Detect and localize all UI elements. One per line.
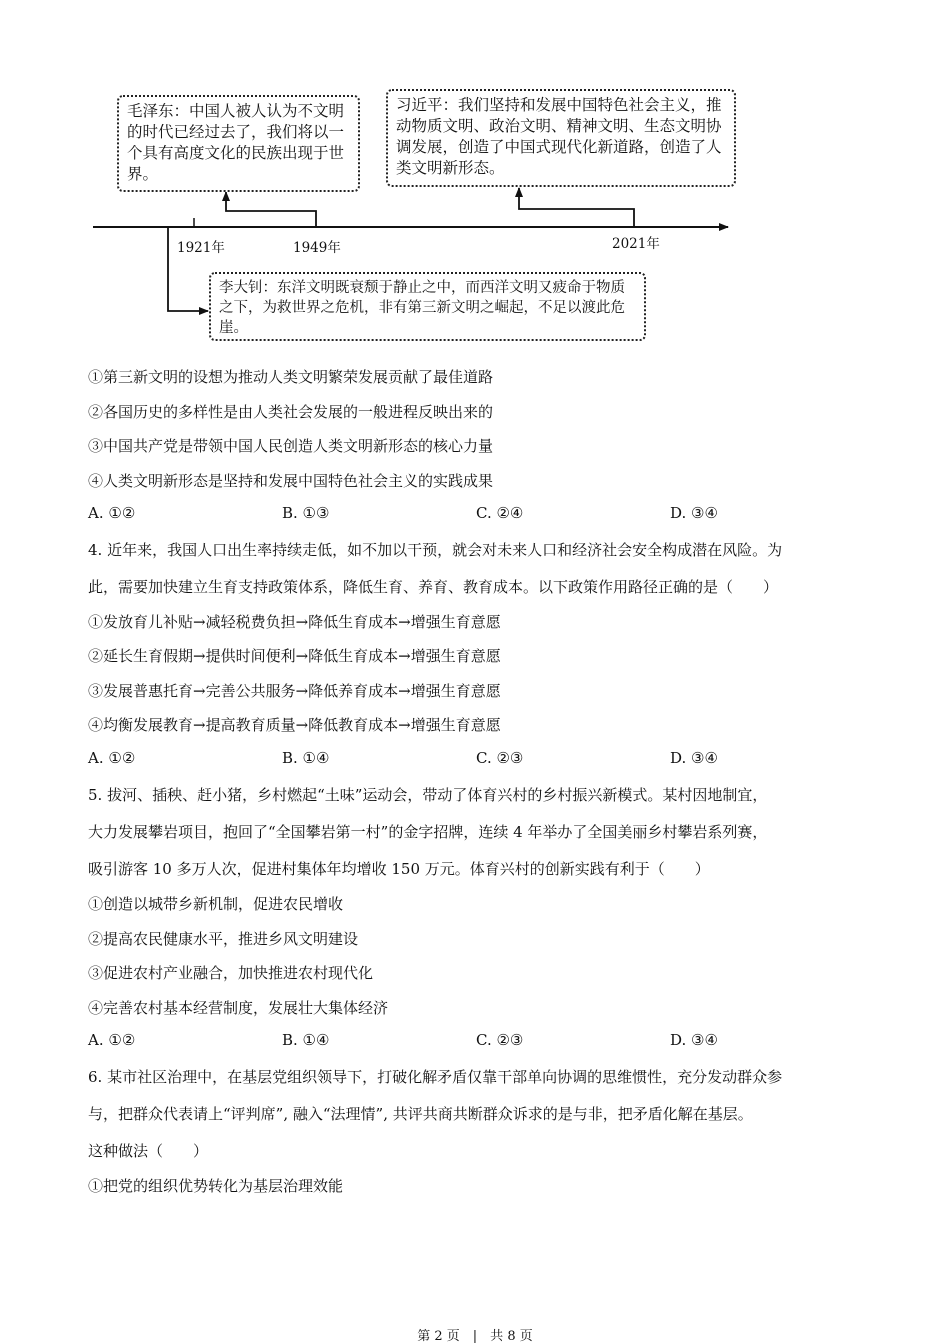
q4-stem-line-1: 4. 近年来，我国人口出生率持续走低，如不加以干预，就会对未来人口和经济社会安全构成潜在风险。为 [88, 541, 783, 559]
year-label-2021: 2021年 [612, 236, 660, 252]
quote-box-li [209, 272, 646, 341]
year-label-1949: 1949年 [293, 240, 341, 256]
q3-option-a: A. ①② [88, 504, 136, 522]
q3-item-3: ③中国共产党是带领中国人民创造人类文明新形态的核心力量 [88, 437, 494, 455]
q3-option-d: D. ③④ [670, 504, 718, 522]
q5-stem-line-3: 吸引游客 10 多万人次，促进村集体年均增收 150 万元。体育兴村的创新实践有利于（ ） [88, 860, 710, 878]
quote-mao: 毛泽东：中国人被人认为不文明的时代已经过去了，我们将以一个具有高度文化的民族出现于世界。 [127, 102, 345, 183]
q5-option-c: C. ②③ [476, 1031, 524, 1049]
q5-item-4: ④完善农村基本经营制度，发展壮大集体经济 [88, 999, 389, 1017]
q3-item-4: ④人类文明新形态是坚持和发展中国特色社会主义的实践成果 [88, 472, 494, 490]
q5-item-2: ②提高农民健康水平，推进乡风文明建设 [88, 930, 359, 948]
q6-item-1: ①把党的组织优势转化为基层治理效能 [88, 1177, 344, 1195]
year-label-1921: 1921年 [177, 240, 225, 256]
connector-2021 [519, 188, 634, 227]
q6-stem-line-1: 6. 某市社区治理中，在基层党组织领导下，打破化解矛盾仅靠干部单向协调的思维惯性，充分发动群众参 [88, 1068, 783, 1086]
quote-li: 李大钊：东洋文明既衰颓于静止之中，而西洋文明又疲命于物质之下，为救世界之危机，非有第三新文明之崛起，不足以渡此危崖。 [219, 280, 625, 336]
q4-option-d: D. ③④ [670, 749, 718, 767]
q3-option-b: B. ①③ [282, 504, 330, 522]
q5-option-d: D. ③④ [670, 1031, 718, 1049]
q3-item-1: ①第三新文明的设想为推动人类文明繁荣发展贡献了最佳道路 [88, 368, 494, 386]
q6-stem-line-2: 与，把群众代表请上“评判席”, 融入“法理情”, 共评共商共断群众诉求的是与非，把矛盾化解在基层。 [88, 1105, 753, 1123]
q4-item-1: ①发放育儿补贴→减轻税费负担→降低生育成本→增强生育意愿 [88, 613, 501, 631]
q3-option-c: C. ②④ [476, 504, 524, 522]
q5-option-b: B. ①④ [282, 1031, 330, 1049]
q4-option-b: B. ①④ [282, 749, 330, 767]
connector-1949 [226, 192, 316, 227]
q4-item-4: ④均衡发展教育→提高教育质量→降低教育成本→增强生育意愿 [88, 716, 501, 734]
q6-stem-line-3: 这种做法（ ） [88, 1142, 209, 1160]
q4-stem-line-2: 此，需要加快建立生育支持政策体系，降低生育、养育、教育成本。以下政策作用路径正确的是（ ） [88, 578, 779, 596]
q5-item-3: ③促进农村产业融合，加快推进农村现代化 [88, 964, 374, 982]
q5-item-1: ①创造以城带乡新机制，促进农民增收 [88, 895, 344, 913]
q4-option-a: A. ①② [88, 749, 136, 767]
quote-xi: 习近平：我们坚持和发展中国特色社会主义，推动物质文明、政治文明、精神文明、生态文明协调发展，创造了中国式现代化新道路，创造了人类文明新形态。 [396, 96, 722, 177]
quote-box-xi [386, 89, 736, 187]
q4-option-c: C. ②③ [476, 749, 524, 767]
q5-stem-line-2: 大力发展攀岩项目，抱回了“全国攀岩第一村”的金字招牌，连续 4 年举办了全国美丽乡村攀岩系列赛， [88, 823, 768, 841]
q5-option-a: A. ①② [88, 1031, 136, 1049]
q4-item-2: ②延长生育假期→提供时间便利→降低生育成本→增强生育意愿 [88, 647, 501, 665]
q3-item-2: ②各国历史的多样性是由人类社会发展的一般进程反映出来的 [88, 403, 494, 421]
page-footer: 第 2 页 | 共 8 页 [417, 1329, 533, 1344]
q4-item-3: ③发展普惠托育→完善公共服务→降低养育成本→增强生育意愿 [88, 682, 501, 700]
quote-box-mao [117, 95, 360, 192]
q5-stem-line-1: 5. 拔河、插秧、赶小猪，乡村燃起“土味”运动会，带动了体育兴村的乡村振兴新模式。某村因地制宜， [88, 786, 768, 804]
